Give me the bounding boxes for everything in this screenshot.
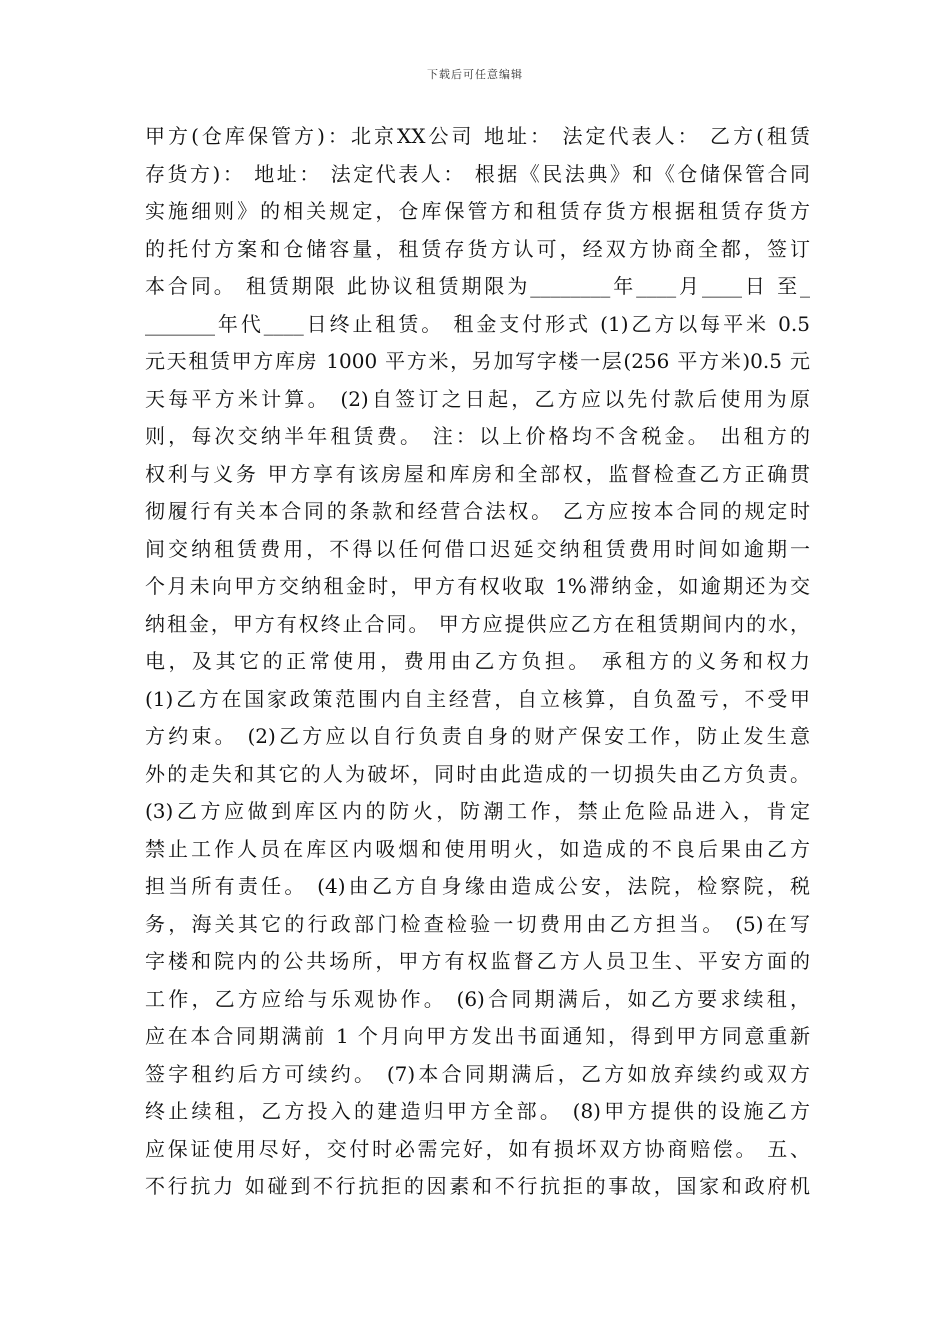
body-line: 则，每次交纳半年租赁费。 注：以上价格均不含税金。 出租方的 xyxy=(145,424,810,448)
body-line: 权利与义务 甲方享有该房屋和库房和全部权，监督检查乙方正确贯 xyxy=(145,461,810,486)
body-line: 终止续租，乙方投入的建造归甲方全部。 (8)甲方提供的设施乙方 xyxy=(145,1099,810,1123)
body-line: 应保证使用尽好，交付时必需完好，如有损坏双方协商赔偿。 五、 xyxy=(145,1136,810,1161)
page-header: 下载后可任意编辑 xyxy=(427,68,523,81)
body-line: _______年代____日终止租赁。 租金支付形式 (1)乙方以每平米 0.5 xyxy=(145,311,810,336)
body-line: (3)乙方应做到库区内的防火，防潮工作，禁止危险品进入，肯定 xyxy=(145,799,810,823)
body-line: (1)乙方在国家政策范围内自主经营，自立核算，自负盈亏，不受甲 xyxy=(145,686,810,711)
body-line: 应在本合同期满前 1 个月向甲方发出书面通知，得到甲方同意重新 xyxy=(145,1024,810,1048)
body-line: 甲方(仓库保管方)：北京XX公司 地址： 法定代表人： 乙方(租赁 xyxy=(145,124,810,148)
body-line: 本合同。 租赁期限 此协议租赁期限为________年____月____日 至_ xyxy=(145,274,810,298)
body-line: 纳租金，甲方有权终止合同。 甲方应提供应乙方在租赁期间内的水， xyxy=(145,611,810,636)
contract-body xyxy=(145,118,810,1206)
body-line: 工作，乙方应给与乐观协作。 (6)合同期满后，如乙方要求续租， xyxy=(145,986,810,1011)
body-line: 间交纳租赁费用，不得以任何借口迟延交纳租赁费用时间如逾期一 xyxy=(145,536,810,561)
body-line: 彻履行有关本合同的条款和经营合法权。 乙方应按本合同的规定时 xyxy=(145,499,810,523)
body-line: 不行抗力 如碰到不行抗拒的因素和不行抗拒的事故，国家和政府机 xyxy=(145,1174,810,1198)
body-line: 签字租约后方可续约。 (7)本合同期满后，乙方如放弃续约或双方 xyxy=(145,1061,810,1086)
body-line: 个月未向甲方交纳租金时，甲方有权收取 1%滞纳金，如逾期还为交 xyxy=(145,574,810,598)
body-line: 字楼和院内的公共场所，甲方有权监督乙方人员卫生、平安方面的 xyxy=(145,949,810,973)
body-line: 方约束。 (2)乙方应以自行负责自身的财产保安工作，防止发生意 xyxy=(145,724,810,748)
body-line: 的托付方案和仓储容量，租赁存货方认可，经双方协商全都，签订 xyxy=(145,236,810,261)
body-line: 禁止工作人员在库区内吸烟和使用明火，如造成的不良后果由乙方 xyxy=(145,836,810,861)
body-line: 实施细则》的相关规定，仓库保管方和租赁存货方根据租赁存货方 xyxy=(145,199,810,223)
body-line: 担当所有责任。 (4)由乙方自身缘由造成公安，法院，检察院，税 xyxy=(145,874,810,898)
body-line: 存货方)： 地址： 法定代表人： 根据《民法典》和《仓储保管合同 xyxy=(145,161,810,186)
body-line: 元天租赁甲方库房 1000 平方米，另加写字楼一层(256 平方米)0.5 元 xyxy=(145,349,810,373)
body-line: 电，及其它的正常使用，费用由乙方负担。 承租方的义务和权力 xyxy=(145,649,810,673)
body-line: 天每平方米计算。 (2)自签订之日起，乙方应以先付款后使用为原 xyxy=(145,386,810,411)
body-line: 务，海关其它的行政部门检查检验一切费用由乙方担当。 (5)在写 xyxy=(145,911,810,936)
body-line: 外的走失和其它的人为破坏，同时由此造成的一切损失由乙方负责。 xyxy=(145,761,810,786)
